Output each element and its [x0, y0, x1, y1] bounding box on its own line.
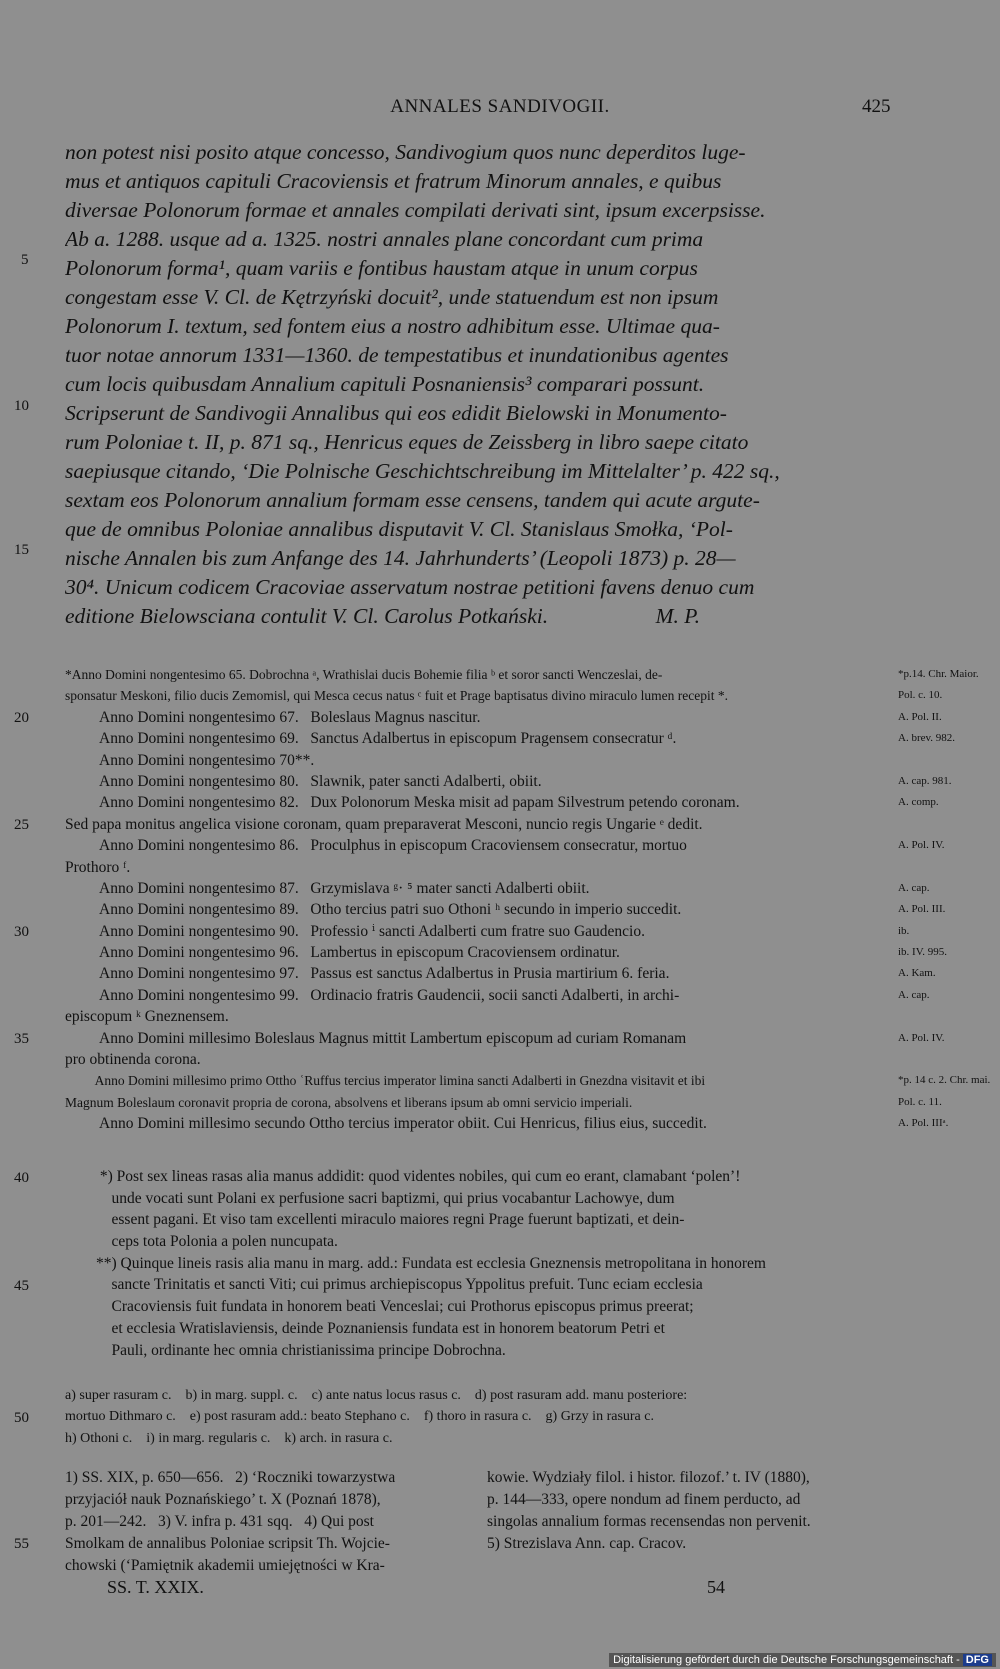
line-number-20: 20: [14, 710, 29, 726]
line-number-55: 55: [14, 1536, 29, 1552]
intro-line: diversae Polonorum formae et annales compilati derivati sint, ipsum excerpsisse.: [65, 198, 766, 222]
variant-line: a) super rasuram c. b) in marg. suppl. c. c) ante natus locus rasus c. d) post rasuram add. manu posteriore:: [65, 1388, 688, 1403]
annal-line: Anno Domini nongentesimo 69. Sanctus Adalbertus in episcopum Pragensem consecratur ᵈ.: [65, 730, 677, 748]
footnote-line: Smolkam de annalibus Poloniae scripsit Th. Wojcie-: [65, 1535, 390, 1552]
margin-note: A. Pol. III.: [898, 903, 946, 916]
line-number-45: 45: [14, 1278, 29, 1294]
annal-line: Anno Domini millesimo primo Ottho ʿRuffus tercius imperator limina sancti Adalberti in Gnezdna visitavit et ibi: [65, 1073, 706, 1089]
margin-note: *p. 14 c. 2. Chr. mai.: [898, 1074, 991, 1087]
annal-line: Prothoro ᶠ.: [65, 858, 131, 876]
annal-line: episcopum ᵏ Gneznensem.: [65, 1008, 229, 1026]
intro-line: que de omnibus Poloniae annalibus disputavit V. Cl. Stanislaus Smołka, ‘Pol-: [65, 517, 733, 541]
annals-text: [65, 664, 895, 1135]
line-number-30: 30: [14, 924, 29, 940]
annal-line: pro obtinenda corona.: [65, 1051, 201, 1069]
intro-line: Polonorum forma¹, quam variis e fontibus haustam atque in unum corpus: [65, 256, 698, 280]
intro-text: [65, 138, 895, 631]
note-line: unde vocati sunt Polani ex perfusione sacri baptizmi, qui prius vocabantur Lachowye, dum: [65, 1189, 675, 1207]
margin-note: Pol. c. 11.: [898, 1095, 942, 1108]
note-line: essent pagani. Et viso tam excellenti miraculo maiores regni Prage fuerunt baptizati, et dein-: [65, 1211, 685, 1229]
annal-line: Anno Domini nongentesimo 90. Professio ⁱ sancti Adalberti cum fratre suo Gaudencio.: [65, 922, 645, 940]
margin-note: A. Pol. IIIᵃ.: [898, 1117, 949, 1130]
line-number-15: 15: [14, 542, 29, 558]
margin-note: A. cap. 981.: [898, 774, 952, 787]
intro-line: editione Bielowsciana contulit V. Cl. Carolus Potkański. M. P.: [65, 604, 701, 628]
note-line: sancte Trinitatis et sancti Viti; cui primus archiepiscopus Yppolitus prefuit. Tunc eciam ecclesia: [65, 1276, 703, 1294]
margin-note: [898, 750, 998, 771]
annotation-notes: [65, 1166, 895, 1361]
margin-note: [898, 814, 998, 835]
margin-note: A. comp.: [898, 796, 939, 809]
margin-note: A. Pol. II.: [898, 710, 942, 723]
annal-line: Anno Domini nongentesimo 86. Proculphus in episcopum Cracoviensem consecratur, mortuo: [65, 837, 687, 855]
line-number-10: 10: [14, 398, 29, 414]
annal-line: Sed papa monitus angelica visione coronam, quam preparaverat Mesconi, nuncio regis Ungarie ᵉ dedit.: [65, 815, 703, 833]
footnotes-left-column: [65, 1467, 475, 1577]
margin-notes: [898, 664, 998, 1135]
variant-line: mortuo Dithmaro c. e) post rasuram add.: beato Stephano c. f) thoro in rasura c. g) Grzy in rasura c.: [65, 1409, 654, 1425]
line-number-25: 25: [14, 817, 29, 833]
margin-note: A. Kam.: [898, 967, 936, 980]
intro-line: nische Annalen bis zum Anfange des 14. Jahrhunderts’ (Leopoli 1873) p. 28—: [65, 546, 736, 570]
intro-line: 30⁴. Unicum codicem Cracoviae asservatum nostrae petitioni favens denuo cum: [65, 575, 755, 599]
intro-line: Scripserunt de Sandivogii Annalibus qui eos edidit Bielowski in Monumento-: [65, 401, 727, 425]
annal-line: Anno Domini nongentesimo 70**.: [65, 751, 315, 769]
annal-line: Anno Domini nongentesimo 97. Passus est sanctus Adalbertus in Prusia martirium 6. feria.: [65, 965, 670, 983]
footnote-line: 1) SS. XIX, p. 650—656. 2) ‘Roczniki towarzystwa: [65, 1469, 396, 1486]
banner-text: Digitalisierung gefördert durch die Deutsche Forschungsgemeinschaft -: [613, 1654, 960, 1666]
note-line: **) Quinque lineis rasis alia manu in marg. add.: Fundata est ecclesia Gneznensis metropolitana in honorem: [65, 1254, 766, 1272]
line-number-40: 40: [14, 1170, 29, 1186]
annal-line: Anno Domini nongentesimo 89. Otho tercius patri suo Othoni ʰ secundo in imperio succedit.: [65, 901, 682, 919]
footnote-line: przyjaciół nauk Poznańskiego’ t. X (Poznań 1878),: [65, 1491, 381, 1508]
footnote-line: chowski (‘Pamiętnik akademii umiejętności w Kra-: [65, 1557, 385, 1574]
margin-note: ib.: [898, 924, 910, 937]
margin-note: [898, 1049, 998, 1070]
running-head-title: ANNALES SANDIVOGII.: [390, 96, 610, 117]
intro-line: Polonorum I. textum, sed fontem eius a nostro adhibitum esse. Ultimae qua-: [65, 314, 720, 338]
margin-note: A. Pol. IV.: [898, 839, 945, 852]
intro-line: congestam esse V. Cl. de Kętrzyński docuit², unde statuendum est non ipsum: [65, 285, 719, 309]
intro-line: mus et antiquos capituli Cracoviensis et fratrum Minorum annales, e quibus: [65, 169, 722, 193]
margin-note: A. Pol. IV.: [898, 1031, 945, 1044]
annal-line: Magnum Boleslaum coronavit propria de corona, absolvens et liberans ipsum ab omni servicio imperiali.: [65, 1094, 633, 1110]
annal-line: *Anno Domini nongentesimo 65. Dobrochna ᵃ, Wrathislai ducis Bohemie filia ᵇ et soror sancti Wenczeslai, de-: [65, 667, 663, 682]
margin-note: A. brev. 982.: [898, 732, 956, 745]
signature-mark: SS. T. XXIX.: [107, 1577, 204, 1597]
annal-line: Anno Domini nongentesimo 80. Slawnik, pater sancti Adalberti, obiit.: [65, 772, 542, 790]
intro-line: rum Poloniae t. II, p. 871 sq., Henricus eques de Zeissberg in libro saepe citato: [65, 430, 749, 454]
margin-note: [898, 1006, 998, 1027]
footnote-line: singolas annalium formas recensendas non pervenit.: [487, 1513, 811, 1530]
intro-line: cum locis quibusdam Annalium capituli Posnaniensis³ comparari possunt.: [65, 372, 705, 396]
note-line: Cracoviensis fuit fundata in honorem beati Venceslai; cui Prothorus episcopus primus preerat;: [65, 1298, 694, 1316]
variant-line: h) Othoni c. i) in marg. regularis c. k) arch. in rasura c.: [65, 1430, 393, 1446]
dfg-logo: DFG: [963, 1654, 992, 1666]
annal-line: Anno Domini millesimo Boleslaus Magnus mittit Lambertum episcopum ad curiam Romanam: [65, 1029, 687, 1047]
page-number: 425: [862, 96, 891, 117]
sheet-number: 54: [707, 1577, 725, 1597]
intro-line: saepiusque citando, ‘Die Polnische Geschichtschreibung im Mittelalter’ p. 422 sq.,: [65, 459, 780, 483]
variant-readings: [65, 1385, 895, 1449]
margin-note: A. cap.: [898, 881, 930, 894]
annal-line: sponsatur Meskoni, filio ducis Zemomisl, qui Mesca cecus natus ᶜ fuit et Prage baptisatus divino miraculo lumen recepit *.: [65, 688, 728, 704]
annal-line: Anno Domini nongentesimo 82. Dux Polonorum Meska misit ad papam Silvestrum petendo coronam.: [65, 794, 740, 812]
margin-note: [898, 857, 998, 878]
footnote-line: p. 201—242. 3) V. infra p. 431 sqq. 4) Qui post: [65, 1513, 374, 1530]
margin-note: *p.14. Chr. Maior.: [898, 668, 979, 680]
line-number-50: 50: [14, 1410, 29, 1426]
intro-line: non potest nisi posito atque concesso, Sandivogium quos nunc deperditos luge-: [65, 140, 746, 164]
footnote-line: kowie. Wydziały filol. i histor. filozof.’ t. IV (1880),: [487, 1469, 810, 1486]
margin-note: ib. IV. 995.: [898, 946, 947, 959]
annal-line: Anno Domini nongentesimo 67. Boleslaus Magnus nascitur.: [65, 708, 481, 726]
note-line: et ecclesia Wratislaviensis, deinde Poznaniensis fundata est in honorem beatorum Petri et: [65, 1319, 665, 1337]
annal-line: Anno Domini nongentesimo 96. Lambertus in episcopum Cracoviensem ordinatur.: [65, 944, 620, 962]
annal-line: Anno Domini nongentesimo 99. Ordinacio fratris Gaudencii, socii sancti Adalberti, in archi-: [65, 986, 680, 1004]
footnote-line: 5) Strezislava Ann. cap. Cracov.: [487, 1535, 687, 1552]
annal-line: Anno Domini nongentesimo 87. Grzymislava ᵍ· ⁵ mater sancti Adalberti obiit.: [65, 879, 590, 897]
footnotes-right-column: [487, 1467, 897, 1555]
line-number-35: 35: [14, 1031, 29, 1047]
footnote-line: p. 144—333, opere nondum ad finem perducto, ad: [487, 1491, 801, 1508]
line-number-5: 5: [21, 252, 29, 268]
margin-note: A. cap.: [898, 988, 930, 1001]
intro-line: sextam eos Polonorum annalium formam esse censens, tandem qui acute argute-: [65, 488, 760, 512]
note-line: *) Post sex lineas rasas alia manus addidit: quod videntes nobiles, qui cum eo erant, clamabant ‘polen’!: [65, 1168, 741, 1185]
note-line: ceps tota Polonia a polen nuncupata.: [65, 1233, 338, 1251]
note-line: Pauli, ordinante hec omnia christianissima principe Dobrochna.: [65, 1341, 506, 1359]
intro-line: tuor notae annorum 1331—1360. de tempestatibus et inundationibus agentes: [65, 343, 729, 367]
margin-note: Pol. c. 10.: [898, 689, 943, 702]
digitization-banner: [609, 1653, 996, 1667]
annal-line: Anno Domini millesimo secundo Ottho tercius imperator obiit. Cui Henricus, filius eius, succedit.: [65, 1115, 707, 1133]
intro-line: Ab a. 1288. usque ad a. 1325. nostri annales plane concordant cum prima: [65, 227, 704, 251]
